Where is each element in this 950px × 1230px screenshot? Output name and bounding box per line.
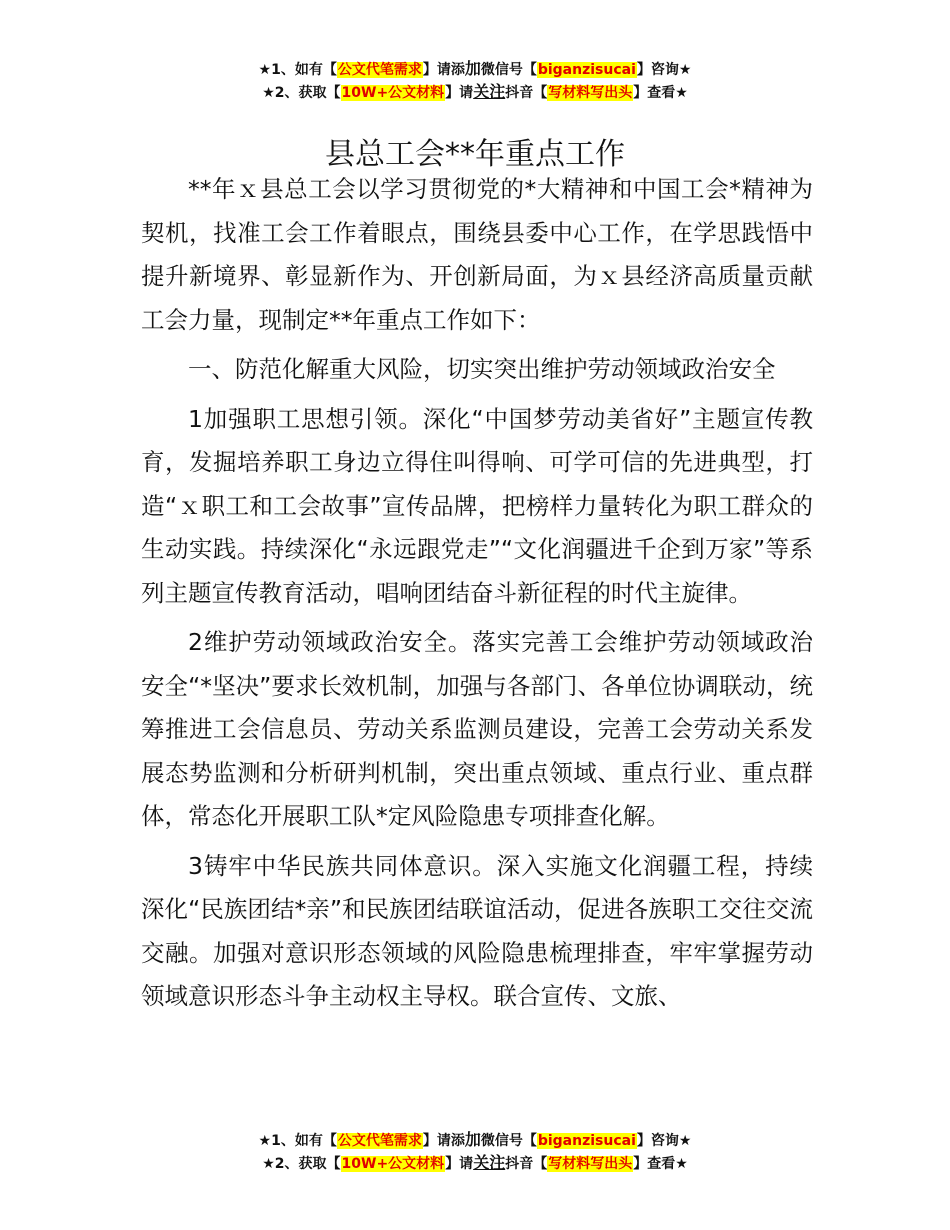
ad-highlight: biganzisucai	[537, 1133, 636, 1149]
ad-text: 加	[464, 1130, 481, 1149]
ad-text: 】咨询★	[636, 62, 692, 78]
ad-highlight: 公文代笔需求	[337, 1133, 422, 1149]
ad-text: 加	[464, 59, 481, 78]
paragraph-intro: **年ｘ县总工会以学习贯彻党的*大精神和中国工会*精神为契机，找准工会工作着眼点，围绕县委中心工作，在学思践悟中提升新境界、彰显新作为、开创新局面，为ｘ县经济高质量贡献工会力量，现制定**年重点工作如下：	[141, 175, 813, 334]
ad-text: 抖音【	[505, 1156, 548, 1172]
ad-text: 】请添	[422, 62, 465, 78]
ad-line-2-top	[0, 82, 950, 103]
section-heading-1: 一、防范化解重大风险，切实突出维护劳动领域政治安全	[188, 355, 776, 383]
ad-highlight: 10W+公文材料	[341, 1156, 445, 1172]
paragraph-item-2: 2维护劳动领域政治安全。落实完善工会维护劳动领域政治安全“*坚决”要求长效机制，加强与各部门、各单位协调联动，统筹推进工会信息员、劳动关系监测员建设，完善工会劳动关系发展态势监测和分析研判机制，突出重点领域、重点行业、重点群体，常态化开展职工队*定风险隐患专项排查化解。	[141, 628, 813, 830]
ad-highlight: 10W+公文材料	[341, 85, 445, 101]
ad-highlight: 公文代笔需求	[337, 62, 422, 78]
ad-text: 微信号【	[480, 62, 537, 78]
ad-text: ★1、如有【	[258, 62, 337, 78]
ad-highlight: 写材料写出头	[548, 1156, 633, 1172]
ad-highlight: 写材料写出头	[548, 85, 633, 101]
document-title: 县总工会**年重点工作	[325, 137, 625, 173]
ad-text: ★2、获取【	[262, 1156, 341, 1172]
paragraph-item-3: 3铸牢中华民族共同体意识。深入实施文化润疆工程，持续深化“民族团结*亲”和民族团结联谊活动，促进各族职工交往交流交融。加强对意识形态领域的风险隐患梳理排查，牢牢掌握劳动领域意识形态斗争主动权主导权。联合宣传、文旅、	[141, 851, 813, 1010]
ad-text: ★2、获取【	[262, 85, 341, 101]
ad-line-2-bottom	[0, 1153, 950, 1174]
ad-line-1-bottom	[0, 1130, 950, 1151]
ad-text: 微信号【	[480, 1133, 537, 1149]
ad-text: 关注	[473, 1153, 506, 1172]
ad-text: 】查看★	[633, 1156, 688, 1172]
ad-text: 】请添	[422, 1133, 465, 1149]
ad-text: 关注	[473, 82, 506, 101]
ad-text: 】请	[445, 85, 474, 101]
paragraph-item-1: 1加强职工思想引领。深化“中国梦劳动美省好”主题宣传教育，发掘培养职工身边立得住叫得响、可学可信的先进典型，打造“ｘ职工和工会故事”宣传品牌，把榜样力量转化为职工群众的生动实践。持续深化“永远跟党走”“文化润疆进千企到万家”等系列主题宣传教育活动，唱响团结奋斗新征程的时代主旋律。	[141, 404, 813, 607]
ad-text: ★1、如有【	[258, 1133, 337, 1149]
ad-text: 】咨询★	[636, 1133, 692, 1149]
ad-text: 抖音【	[505, 85, 548, 101]
ad-highlight: biganzisucai	[537, 62, 636, 78]
ad-text: 】查看★	[633, 85, 688, 101]
ad-text: 】请	[445, 1156, 474, 1172]
document-body	[141, 168, 813, 1025]
ad-line-1-top	[0, 59, 950, 80]
